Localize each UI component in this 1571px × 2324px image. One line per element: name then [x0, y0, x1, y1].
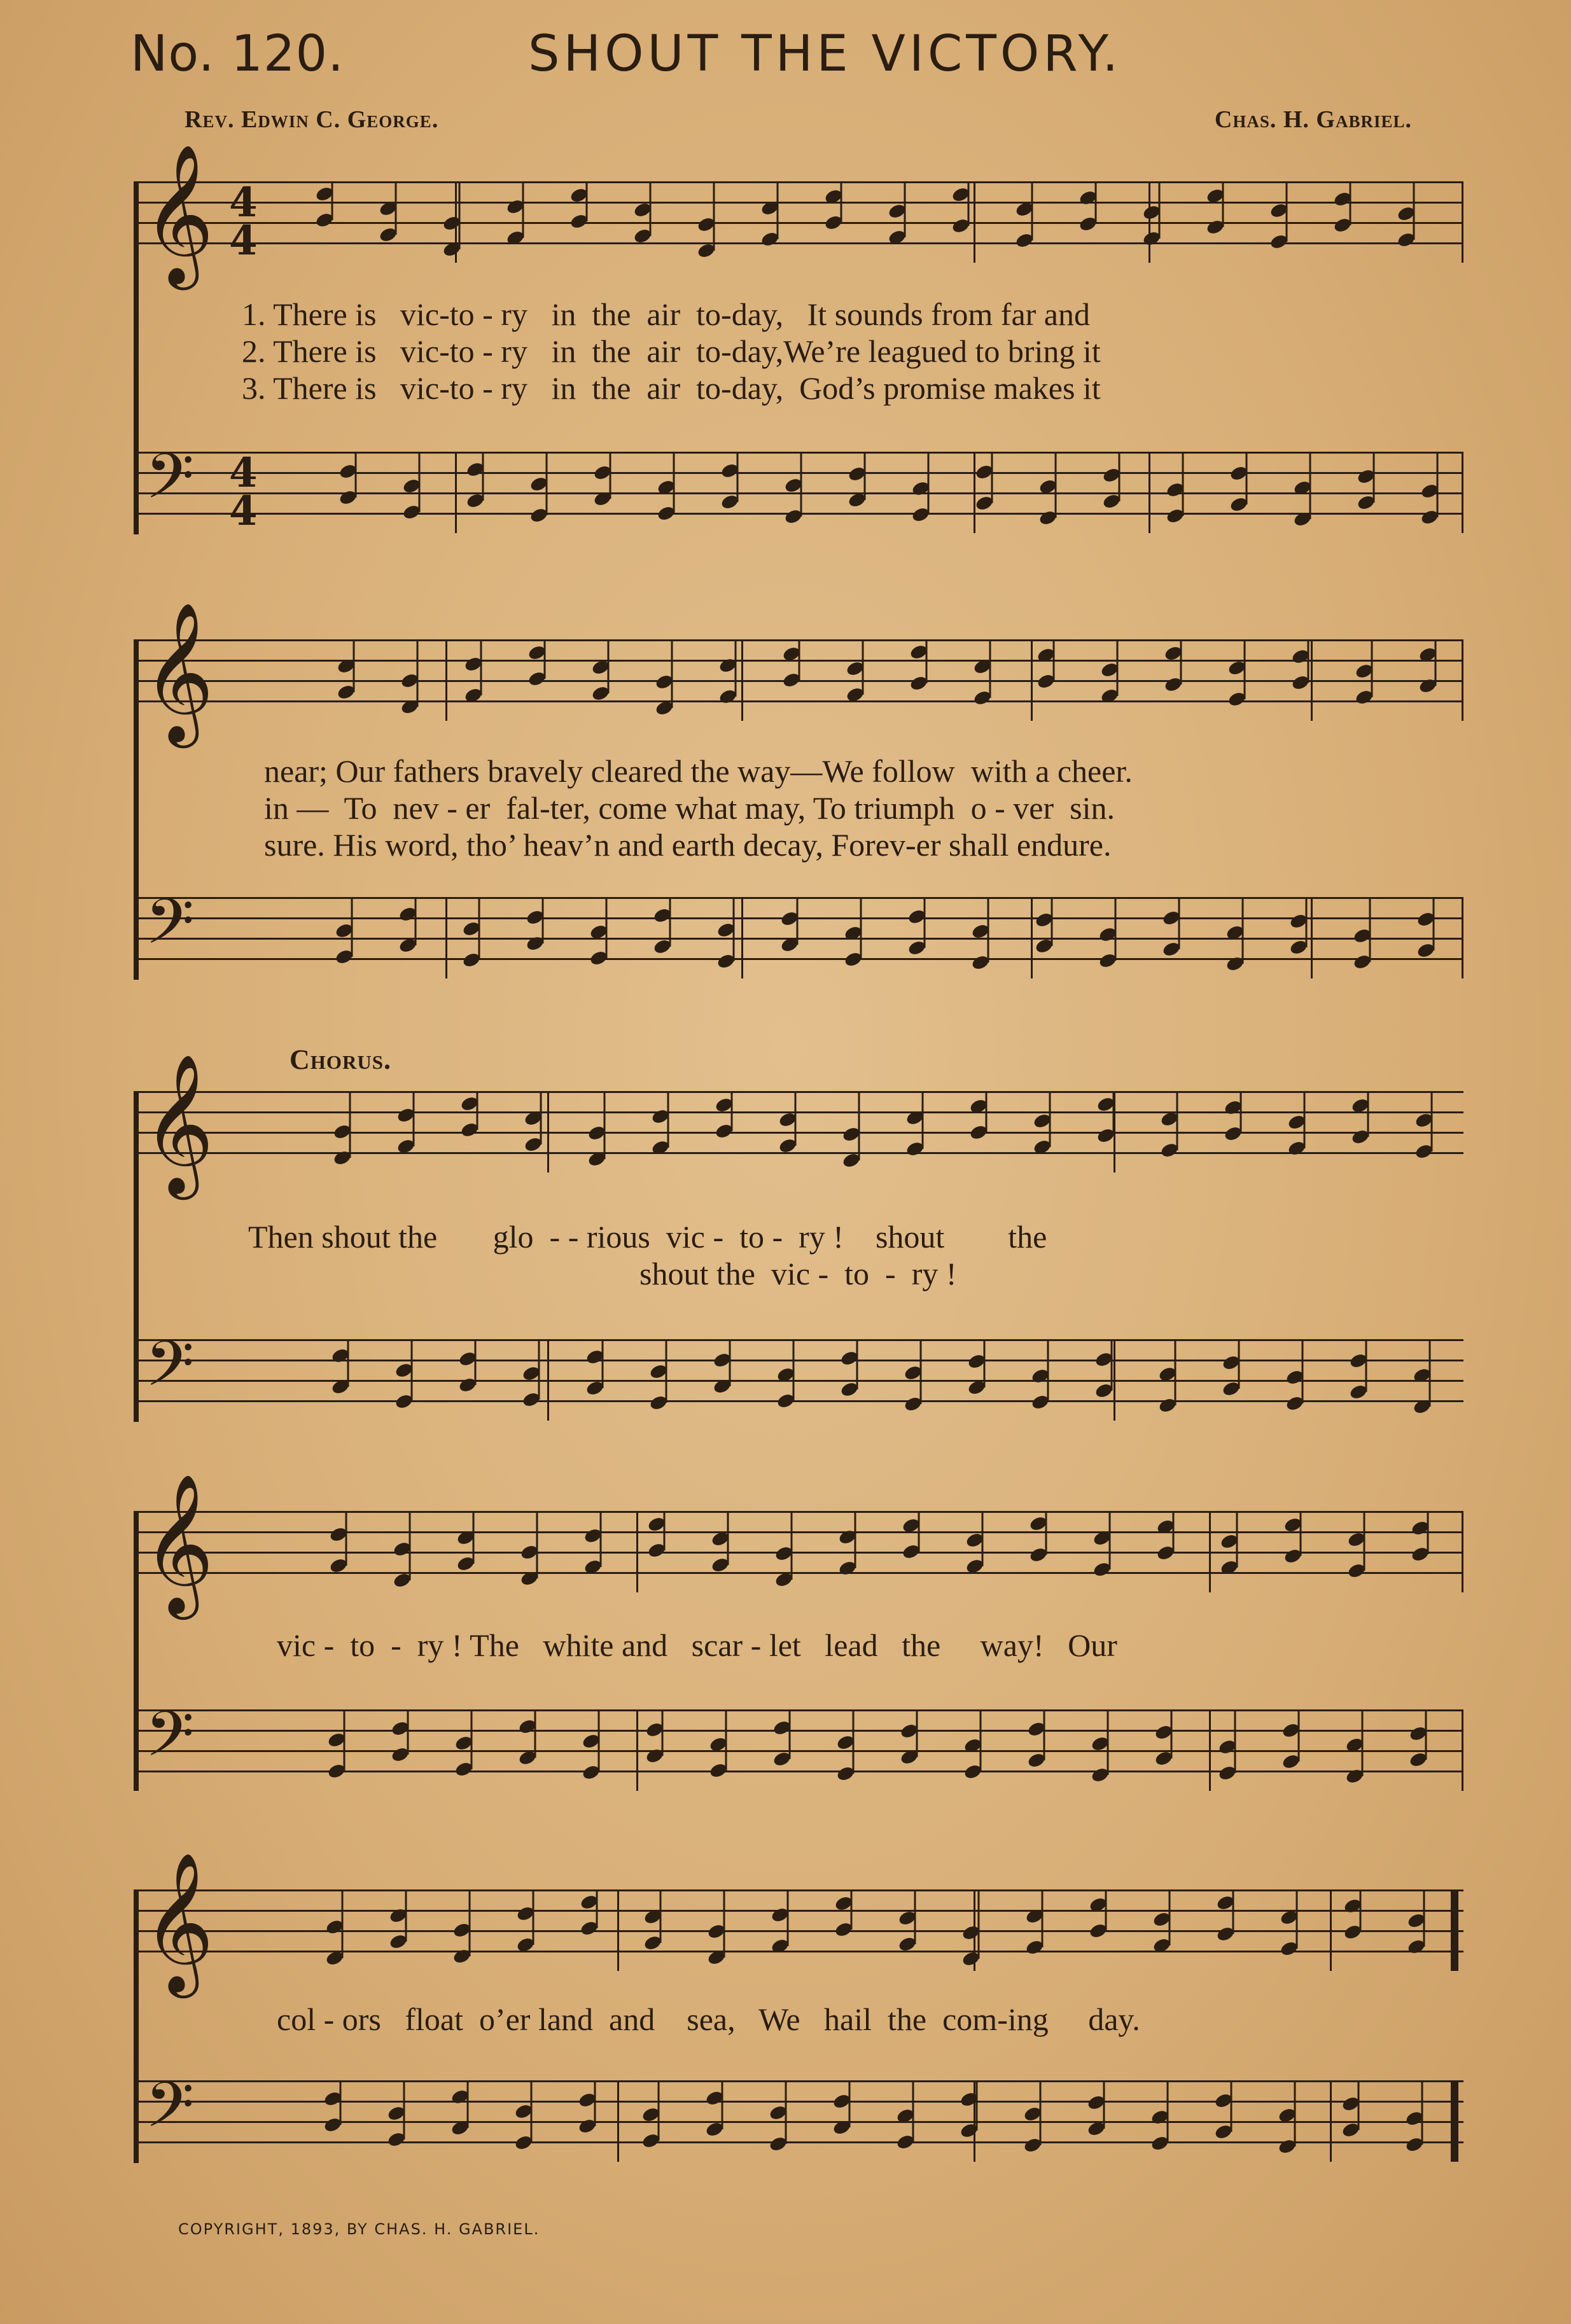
treble-clef-icon: 𝄞: [143, 143, 214, 284]
bass-clef-icon: 𝄢: [145, 440, 195, 529]
treble-staff: [134, 1851, 1463, 1992]
chorus-line-2: vic - to - ry ! The white and scar - let lead the way! Our: [277, 1627, 1117, 1663]
staff-notes: [134, 1091, 1463, 1172]
chorus-line-3: col - ors float o’er land and sea, We hail the com-ing day.: [277, 2001, 1140, 2037]
barline: [1462, 181, 1463, 263]
staff-notes: [134, 1339, 1463, 1421]
treble-clef-icon: 𝄞: [143, 1473, 214, 1613]
treble-staff: [134, 1473, 1463, 1613]
chorus-line-1-alt: shout the vic - to - ry !: [639, 1256, 957, 1291]
verse-2-line-2: in — To nev - er fal-ter, come what may, To triumph o - ver sin.: [264, 790, 1115, 826]
composer-credit: Chas. H. Gabriel.: [1214, 106, 1412, 133]
bass-staff: [134, 1328, 1463, 1421]
bass-clef-icon: 𝄢: [145, 886, 195, 974]
hymn-title: SHOUT THE VICTORY.: [528, 25, 1122, 83]
copyright-notice: COPYRIGHT, 1893, BY CHAS. H. GABRIEL.: [178, 2220, 540, 2238]
treble-staff: [134, 143, 1463, 284]
treble-staff: [134, 601, 1463, 742]
treble-notes: [134, 181, 1463, 263]
lyricist-credit: Rev. Edwin C. George.: [185, 106, 439, 133]
staff-notes: [134, 1709, 1463, 1791]
hymn-number: No. 120.: [130, 25, 344, 83]
bass-staff: [134, 1698, 1463, 1791]
staff-notes: [134, 1511, 1463, 1592]
verse-3-line-1: 3. There is vic-to - ry in the air to-day, God’s promise makes it: [242, 370, 1101, 406]
staff-notes: [134, 639, 1463, 721]
staff-notes: [134, 1889, 1463, 1971]
treble-clef-icon: 𝄞: [143, 601, 214, 742]
bass-staff: [134, 440, 1463, 535]
verse-1-line-1: 1. There is vic-to - ry in the air to-day, It sounds from far and: [242, 296, 1090, 332]
verse-1-line-2: near; Our fathers bravely cleared the way—We follow with a cheer.: [264, 753, 1133, 789]
chorus-label: Chorus.: [290, 1044, 392, 1075]
staff-notes: [134, 449, 1463, 535]
bass-clef-icon: 𝄢: [145, 1328, 195, 1416]
bass-clef-icon: 𝄢: [145, 2069, 195, 2157]
barline: [974, 181, 975, 263]
staff-notes: [134, 2080, 1463, 2162]
barline: [1149, 181, 1150, 263]
treble-clef-icon: 𝄞: [143, 1851, 214, 1992]
bass-staff: [134, 2069, 1463, 2162]
time-signature: 4 4: [229, 449, 258, 535]
barline: [455, 181, 457, 263]
verse-3-line-2: sure. His word, tho’ heav’n and earth decay, Forev-er shall endure.: [264, 827, 1112, 863]
chorus-line-1: Then shout the glo - - rious vic - to - ry ! shout the: [248, 1219, 1047, 1255]
verse-2-line-1: 2. There is vic-to - ry in the air to-day,We’re leagued to bring it: [242, 333, 1101, 369]
bass-staff: [134, 886, 1463, 978]
bass-clef-icon: 𝄢: [145, 1698, 195, 1786]
time-signature: 4 4: [229, 179, 258, 265]
treble-clef-icon: 𝄞: [143, 1053, 214, 1193]
staff-notes: [134, 897, 1463, 978]
